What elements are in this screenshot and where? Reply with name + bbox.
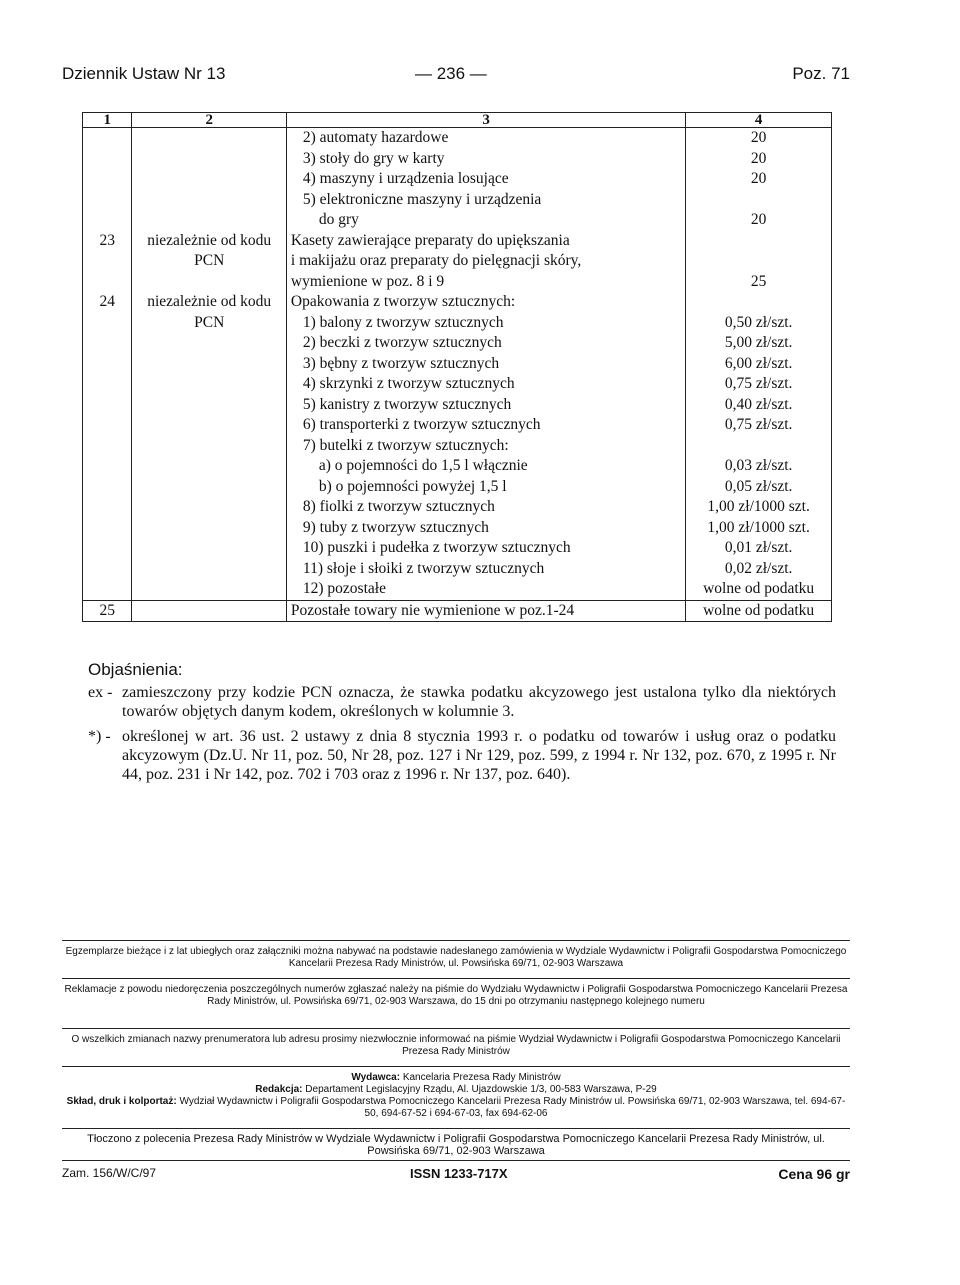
table-row — [83, 231, 832, 252]
publisher-text: Kancelaria Prezesa Rady Ministrów — [402, 1072, 561, 1083]
cell-c2 — [132, 190, 286, 211]
note-text: określonej w art. 36 ust. 2 ustawy z dnia 8 stycznia 1993 r. o podatku od towarów i usług oraz o podatku akcyzowym (Dz.U. Nr 11, poz. 50, Nr 28, poz. 127 i Nr 129, poz. 599, z 1994 r. Nr 132, poz. 670, z 1995 r. Nr 44, poz. 231 i Nr 142, poz. 702 i 703 oraz z 1996 r. Nr 137, poz. 640). — [122, 728, 836, 783]
cell-c3: 4) maszyny i urządzenia losujące — [286, 169, 685, 190]
table-row — [83, 272, 832, 293]
cell-c1 — [83, 128, 132, 149]
table-row — [83, 149, 832, 170]
footer-publisher — [62, 1072, 850, 1120]
cell-c2 — [132, 128, 286, 149]
cell-c4: 6,00 zł/szt. — [686, 354, 832, 375]
table-row — [83, 477, 832, 498]
cell-c2 — [132, 169, 286, 190]
cell-c3: a) o pojemności do 1,5 l włącznie — [286, 456, 685, 477]
table-row — [83, 169, 832, 190]
cell-c4 — [686, 436, 832, 457]
footer-printed: Tłoczono z polecenia Prezesa Rady Ministrów w Wydziale Wydawnictw i Poligrafii Gospodarstwa Pomocniczego Kancelarii Prezesa Rady Ministrów, ul. Powsińska 69/71, 02-903 Warszawa — [87, 1133, 825, 1157]
cell-c4: 1,00 zł/1000 szt. — [686, 518, 832, 539]
bottom-bar — [62, 1166, 850, 1186]
print-label: Skład, druk i kolportaż: — [66, 1096, 177, 1107]
issn: ISSN 1233-717X — [410, 1166, 508, 1181]
cell-c1 — [83, 579, 132, 600]
cell-c1 — [83, 272, 132, 293]
table-row — [83, 354, 832, 375]
cell-c1 — [83, 333, 132, 354]
excise-table — [82, 112, 832, 622]
footer-complaints: Reklamacje z powodu niedoręczenia poszczególnych numerów zgłaszać należy na piśmie do Wydziału Wydawnictw i Poligrafii Gospodarstwa Pomocniczego Kancelarii Prezesa Rady Ministrów, ul. Powsińska 69/71, 02-903 Warszawa, do 15 dni po otrzymaniu następnego kolejnego numeru — [64, 984, 848, 1007]
table-row — [83, 456, 832, 477]
note-item — [88, 727, 836, 784]
cell-c2 — [132, 436, 286, 457]
cell-c3: 8) fiolki z tworzyw sztucznych — [286, 497, 685, 518]
divider — [62, 1160, 850, 1161]
cell-c2 — [132, 477, 286, 498]
cell-c1 — [83, 436, 132, 457]
cell-c4: 5,00 zł/szt. — [686, 333, 832, 354]
cell-c3: Kasety zawierające preparaty do upiększania — [286, 231, 685, 252]
table-row — [83, 518, 832, 539]
cell-c1 — [83, 251, 132, 272]
footer-ordering: Egzemplarze bieżące i z lat ubiegłych oraz załączniki można nabywać na podstawie nadesłanego zamówienia w Wydziale Wydawnictw i Poligrafii Gospodarstwa Pomocniczego Kancelarii Prezesa Rady Ministrów, ul. Powsińska 69/71, 02-903 Warszawa — [65, 946, 847, 969]
cell-c3: b) o pojemności powyżej 1,5 l — [286, 477, 685, 498]
cell-c2 — [132, 415, 286, 436]
publisher-label: Wydawca: — [351, 1072, 401, 1083]
note-text: zamieszczony przy kodzie PCN oznacza, że stawka podatku akcyzowego jest ustalona tylko dla niektórych towarów objętych danym kodem, określonych w kolumnie 3. — [122, 684, 836, 720]
price: Cena 96 gr — [778, 1166, 850, 1182]
cell-c2 — [132, 579, 286, 600]
divider — [62, 940, 850, 941]
cell-c2 — [132, 272, 286, 293]
divider — [62, 1128, 850, 1129]
cell-c4: 0,75 zł/szt. — [686, 415, 832, 436]
table-row — [83, 251, 832, 272]
cell-c1 — [83, 497, 132, 518]
cell-c1 — [83, 149, 132, 170]
cell-c4: wolne od podatku — [686, 600, 832, 622]
cell-c3: 10) puszki i pudełka z tworzyw sztucznych — [286, 538, 685, 559]
cell-c1 — [83, 477, 132, 498]
position-number: Poz. 71 — [792, 64, 850, 83]
cell-c4 — [686, 231, 832, 252]
cell-c3: 4) skrzynki z tworzyw sztucznych — [286, 374, 685, 395]
divider — [62, 1028, 850, 1029]
notes-title: Objaśnienia: — [88, 660, 183, 679]
cell-c1 — [83, 538, 132, 559]
cell-c4: 0,05 zł/szt. — [686, 477, 832, 498]
cell-c2 — [132, 456, 286, 477]
cell-c2 — [132, 149, 286, 170]
cell-c3: i makijażu oraz preparaty do pielęgnacji skóry, — [286, 251, 685, 272]
cell-c4 — [686, 292, 832, 313]
cell-c4: 1,00 zł/1000 szt. — [686, 497, 832, 518]
cell-c2: niezależnie od kodu — [132, 231, 286, 252]
order-number: Zam. 156/W/C/97 — [62, 1166, 157, 1180]
cell-c3: 9) tuby z tworzyw sztucznych — [286, 518, 685, 539]
cell-c3: 7) butelki z tworzyw sztucznych: — [286, 436, 685, 457]
col-header-4: 4 — [686, 113, 832, 128]
table-row — [83, 395, 832, 416]
cell-c1 — [83, 395, 132, 416]
cell-c4: 25 — [686, 272, 832, 293]
cell-c3: 3) bębny z tworzyw sztucznych — [286, 354, 685, 375]
table-row — [83, 374, 832, 395]
cell-c3: wymienione w poz. 8 i 9 — [286, 272, 685, 293]
cell-c4 — [686, 251, 832, 272]
cell-c1 — [83, 313, 132, 334]
page-header — [62, 64, 850, 88]
cell-c2: PCN — [132, 251, 286, 272]
cell-c2: PCN — [132, 313, 286, 334]
cell-c3: Pozostałe towary nie wymienione w poz.1-24 — [286, 600, 685, 622]
cell-c3: 5) elektroniczne maszyny i urządzenia — [286, 190, 685, 211]
table-row — [83, 497, 832, 518]
cell-c3: 12) pozostałe — [286, 579, 685, 600]
table-row — [83, 190, 832, 211]
cell-c1: 25 — [83, 600, 132, 622]
cell-c3: do gry — [286, 210, 685, 231]
col-header-2: 2 — [132, 113, 286, 128]
cell-c1 — [83, 559, 132, 580]
table-row — [83, 579, 832, 600]
cell-c1: 24 — [83, 292, 132, 313]
table-row — [83, 559, 832, 580]
note-item — [88, 683, 836, 721]
page-number: — 236 — — [415, 64, 487, 83]
cell-c3: 5) kanistry z tworzyw sztucznych — [286, 395, 685, 416]
table-row — [83, 436, 832, 457]
table-row — [83, 210, 832, 231]
divider — [62, 978, 850, 979]
cell-c4: 20 — [686, 128, 832, 149]
cell-c2 — [132, 538, 286, 559]
cell-c2 — [132, 395, 286, 416]
editor-text: Departament Legislacyjny Rządu, Al. Ujazdowskie 1/3, 00-583 Warszawa, P-29 — [305, 1084, 657, 1095]
cell-c4: 20 — [686, 210, 832, 231]
cell-c4: 0,40 zł/szt. — [686, 395, 832, 416]
divider — [62, 1066, 850, 1067]
cell-c2 — [132, 559, 286, 580]
cell-c2 — [132, 354, 286, 375]
table-row — [83, 415, 832, 436]
cell-c3: 2) beczki z tworzyw sztucznych — [286, 333, 685, 354]
footer-changes: O wszelkich zmianach nazwy prenumeratora lub adresu prosimy niezwłocznie informować na piśmie Wydział Wydawnictw i Poligrafii Gospodarstwa Pomocniczego Kancelarii Prezesa Rady Ministrów — [71, 1034, 841, 1057]
cell-c3: 11) słoje i słoiki z tworzyw sztucznych — [286, 559, 685, 580]
cell-c4: 0,03 zł/szt. — [686, 456, 832, 477]
cell-c4: 0,02 zł/szt. — [686, 559, 832, 580]
cell-c1: 23 — [83, 231, 132, 252]
cell-c4 — [686, 190, 832, 211]
cell-c1 — [83, 190, 132, 211]
table-row — [83, 538, 832, 559]
cell-c2 — [132, 518, 286, 539]
cell-c2 — [132, 497, 286, 518]
print-text: Wydział Wydawnictw i Poligrafii Gospodarstwa Pomocniczego Kancelarii Prezesa Rady Ministrów ul. Powsińska 69/71, 02-903 Warszawa, tel. 694-67-50, 694-67-52 i 694-67-03, fax 694-62-06 — [179, 1096, 846, 1119]
cell-c1 — [83, 518, 132, 539]
table-header-row — [83, 113, 832, 128]
cell-c2 — [132, 210, 286, 231]
notes-section — [88, 660, 836, 790]
cell-c3: Opakowania z tworzyw sztucznych: — [286, 292, 685, 313]
col-header-1: 1 — [83, 113, 132, 128]
cell-c4: wolne od podatku — [686, 579, 832, 600]
cell-c4: 20 — [686, 169, 832, 190]
note-mark: ex - — [88, 684, 113, 701]
table-row — [83, 128, 832, 149]
cell-c1 — [83, 210, 132, 231]
col-header-3: 3 — [286, 113, 685, 128]
cell-c4: 20 — [686, 149, 832, 170]
cell-c4: 0,75 zł/szt. — [686, 374, 832, 395]
table-row — [83, 313, 832, 334]
cell-c3: 3) stoły do gry w karty — [286, 149, 685, 170]
table-row — [83, 333, 832, 354]
note-mark: *) - — [88, 728, 111, 745]
journal-title: Dziennik Ustaw Nr 13 — [62, 64, 226, 83]
cell-c1 — [83, 354, 132, 375]
cell-c3: 6) transporterki z tworzyw sztucznych — [286, 415, 685, 436]
cell-c1 — [83, 169, 132, 190]
cell-c4: 0,50 zł/szt. — [686, 313, 832, 334]
editor-label: Redakcja: — [255, 1084, 303, 1095]
table-row — [83, 292, 832, 313]
cell-c2 — [132, 600, 286, 622]
cell-c4: 0,01 zł/szt. — [686, 538, 832, 559]
cell-c1 — [83, 415, 132, 436]
cell-c3: 2) automaty hazardowe — [286, 128, 685, 149]
table-row — [83, 600, 832, 622]
cell-c2 — [132, 374, 286, 395]
cell-c1 — [83, 456, 132, 477]
cell-c1 — [83, 374, 132, 395]
cell-c2 — [132, 333, 286, 354]
cell-c2: niezależnie od kodu — [132, 292, 286, 313]
cell-c3: 1) balony z tworzyw sztucznych — [286, 313, 685, 334]
